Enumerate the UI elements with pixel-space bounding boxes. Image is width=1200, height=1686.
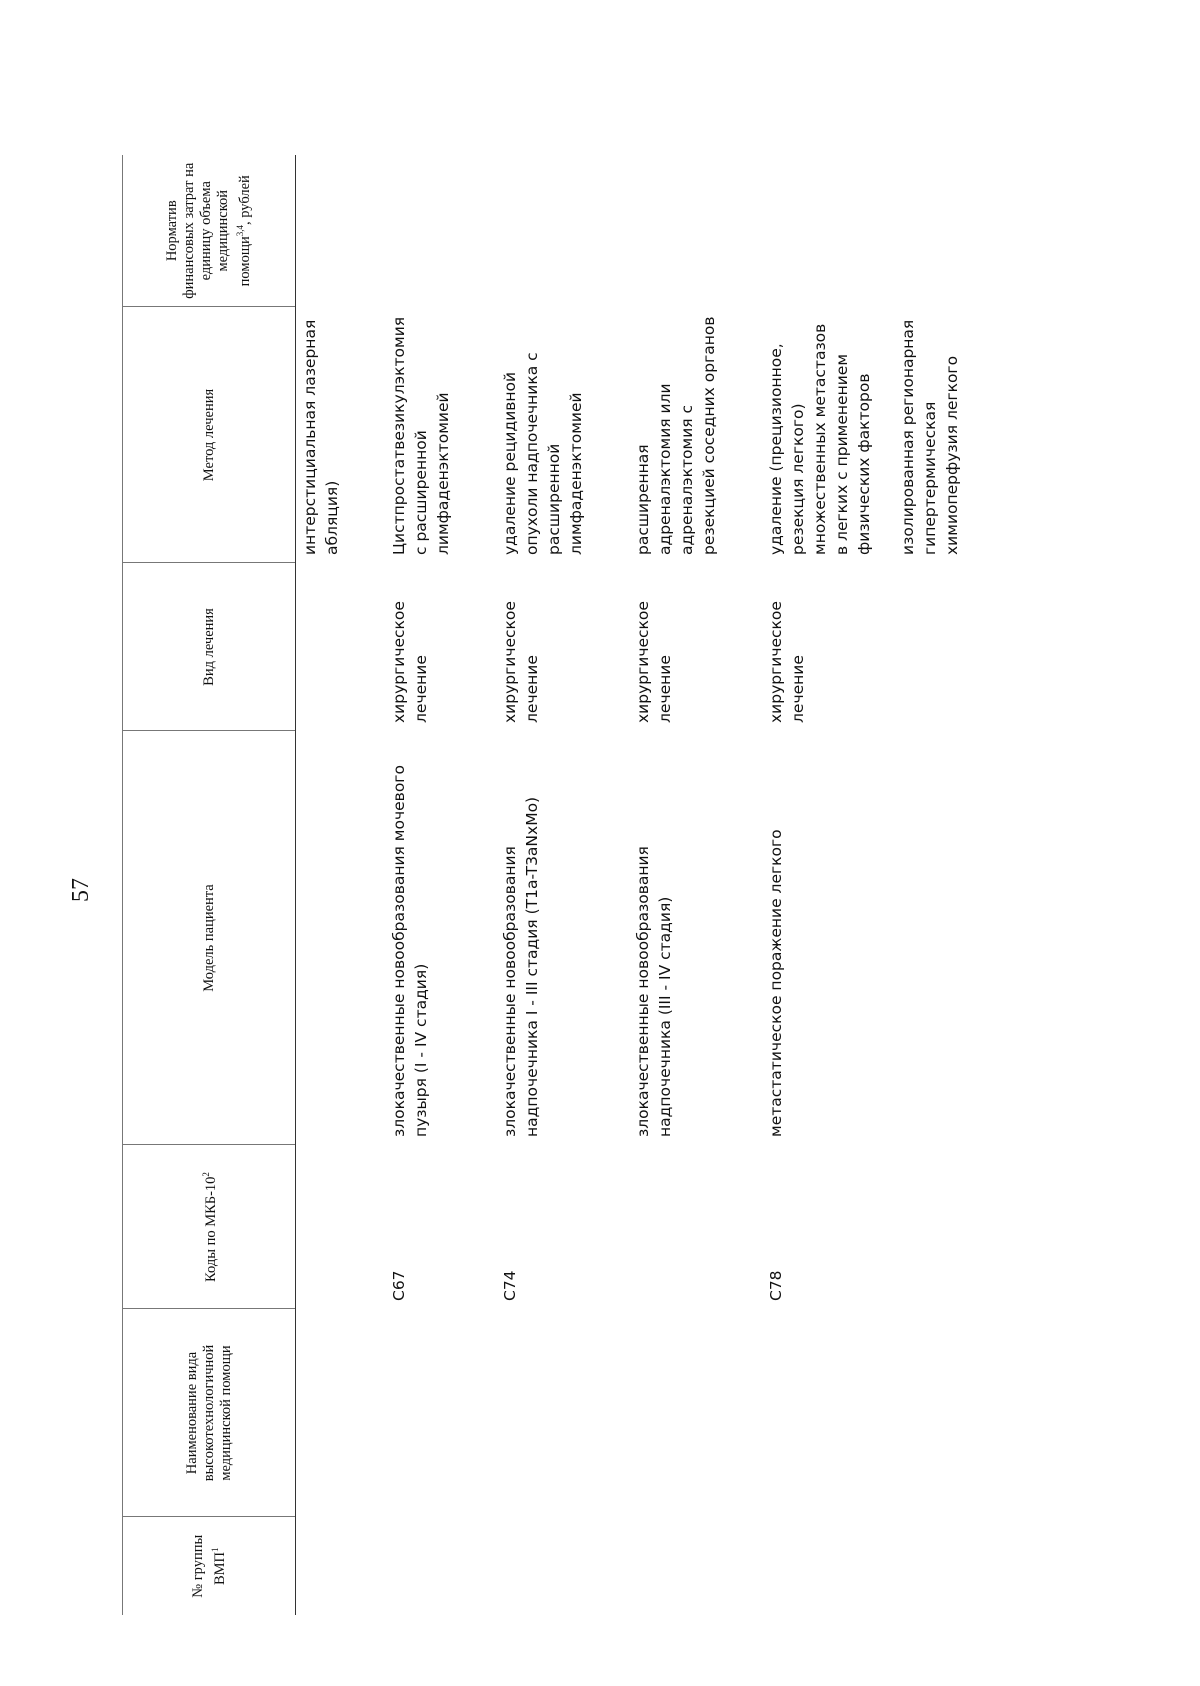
cell-method: интерстициальная лазерная абляция) bbox=[301, 319, 341, 555]
header-cost-norm: Норматив финансовых затрат на единицу объема медицинской помощи$^{3,4}$, рублей bbox=[123, 155, 296, 307]
vmp-table bbox=[122, 155, 1005, 1615]
landscape-page bbox=[0, 120, 1200, 1660]
cell-kind: хирургическое лечение bbox=[501, 601, 541, 723]
cell-code bbox=[629, 1145, 762, 1309]
cell-kind: хирургическое лечение bbox=[634, 601, 674, 723]
cell-code: C78 bbox=[767, 1270, 785, 1301]
cell-kind bbox=[296, 563, 386, 731]
header-group-number: № группы ВМП$^1$ bbox=[123, 1517, 296, 1615]
cell-name bbox=[762, 1309, 1005, 1517]
cell-norm bbox=[385, 155, 496, 307]
page-number: 57 bbox=[68, 878, 94, 902]
cell-name bbox=[496, 1309, 629, 1517]
cell-norm bbox=[296, 155, 386, 307]
cell-num bbox=[496, 1517, 629, 1615]
cell-norm bbox=[496, 155, 629, 307]
table-row bbox=[296, 155, 386, 1615]
cell-model: злокачественные новообразования надпочечника I - III стадия (T1a-T3aNxMo) bbox=[501, 796, 541, 1137]
cell-kind: хирургическое лечение bbox=[767, 601, 807, 723]
cell-num bbox=[385, 1517, 496, 1615]
cell-name bbox=[296, 1309, 386, 1517]
cell-method: удаление рецидивной опухоли надпочечника с расширенной лимфаденэктомией bbox=[501, 352, 585, 555]
header-patient-model: Модель пациента bbox=[123, 731, 296, 1145]
cell-num bbox=[629, 1517, 762, 1615]
cell-kind: хирургическое лечение bbox=[390, 601, 430, 723]
cell-norm bbox=[629, 155, 762, 307]
header-icd-codes: Коды по МКБ-$10^2$ bbox=[123, 1145, 296, 1309]
header-treatment-method: Метод лечения bbox=[123, 307, 296, 563]
cell-name bbox=[385, 1309, 496, 1517]
cell-code bbox=[296, 1145, 386, 1309]
cell-method: удаление (прецизионное, резекция легкого) множественных метастазов в легких с применением физических факторов изолированная регионарная гипертермическая химиоперфузия легкого bbox=[767, 319, 961, 555]
cell-model bbox=[296, 731, 386, 1145]
table-row bbox=[762, 155, 1005, 1615]
cell-norm bbox=[762, 155, 1005, 307]
cell-code: C74 bbox=[501, 1270, 519, 1301]
header-treatment-kind: Вид лечения bbox=[123, 563, 296, 731]
cell-num bbox=[296, 1517, 386, 1615]
table-row bbox=[385, 155, 496, 1615]
table-row bbox=[496, 155, 629, 1615]
cell-method: расширенная адреналэктомия или адреналэктомия с резекцией соседних органов bbox=[634, 316, 718, 555]
cell-model: злокачественные новообразования надпочечника (III - IV стадия) bbox=[634, 846, 674, 1137]
header-care-name: Наименование вида высокотехнологичной медицинской помощи bbox=[123, 1309, 296, 1517]
cell-method: Цистпростатвезикулэктомия с расширенной лимфаденэктомией bbox=[390, 316, 452, 555]
cell-num bbox=[762, 1517, 1005, 1615]
cell-model: метастатическое поражение легкого bbox=[767, 829, 785, 1137]
table-header-row bbox=[123, 155, 296, 1615]
cell-model: злокачественные новообразования мочевого пузыря (I - IV стадия) bbox=[390, 765, 430, 1137]
table-row bbox=[629, 155, 762, 1615]
cell-code: C67 bbox=[390, 1270, 408, 1301]
cell-name bbox=[629, 1309, 762, 1517]
